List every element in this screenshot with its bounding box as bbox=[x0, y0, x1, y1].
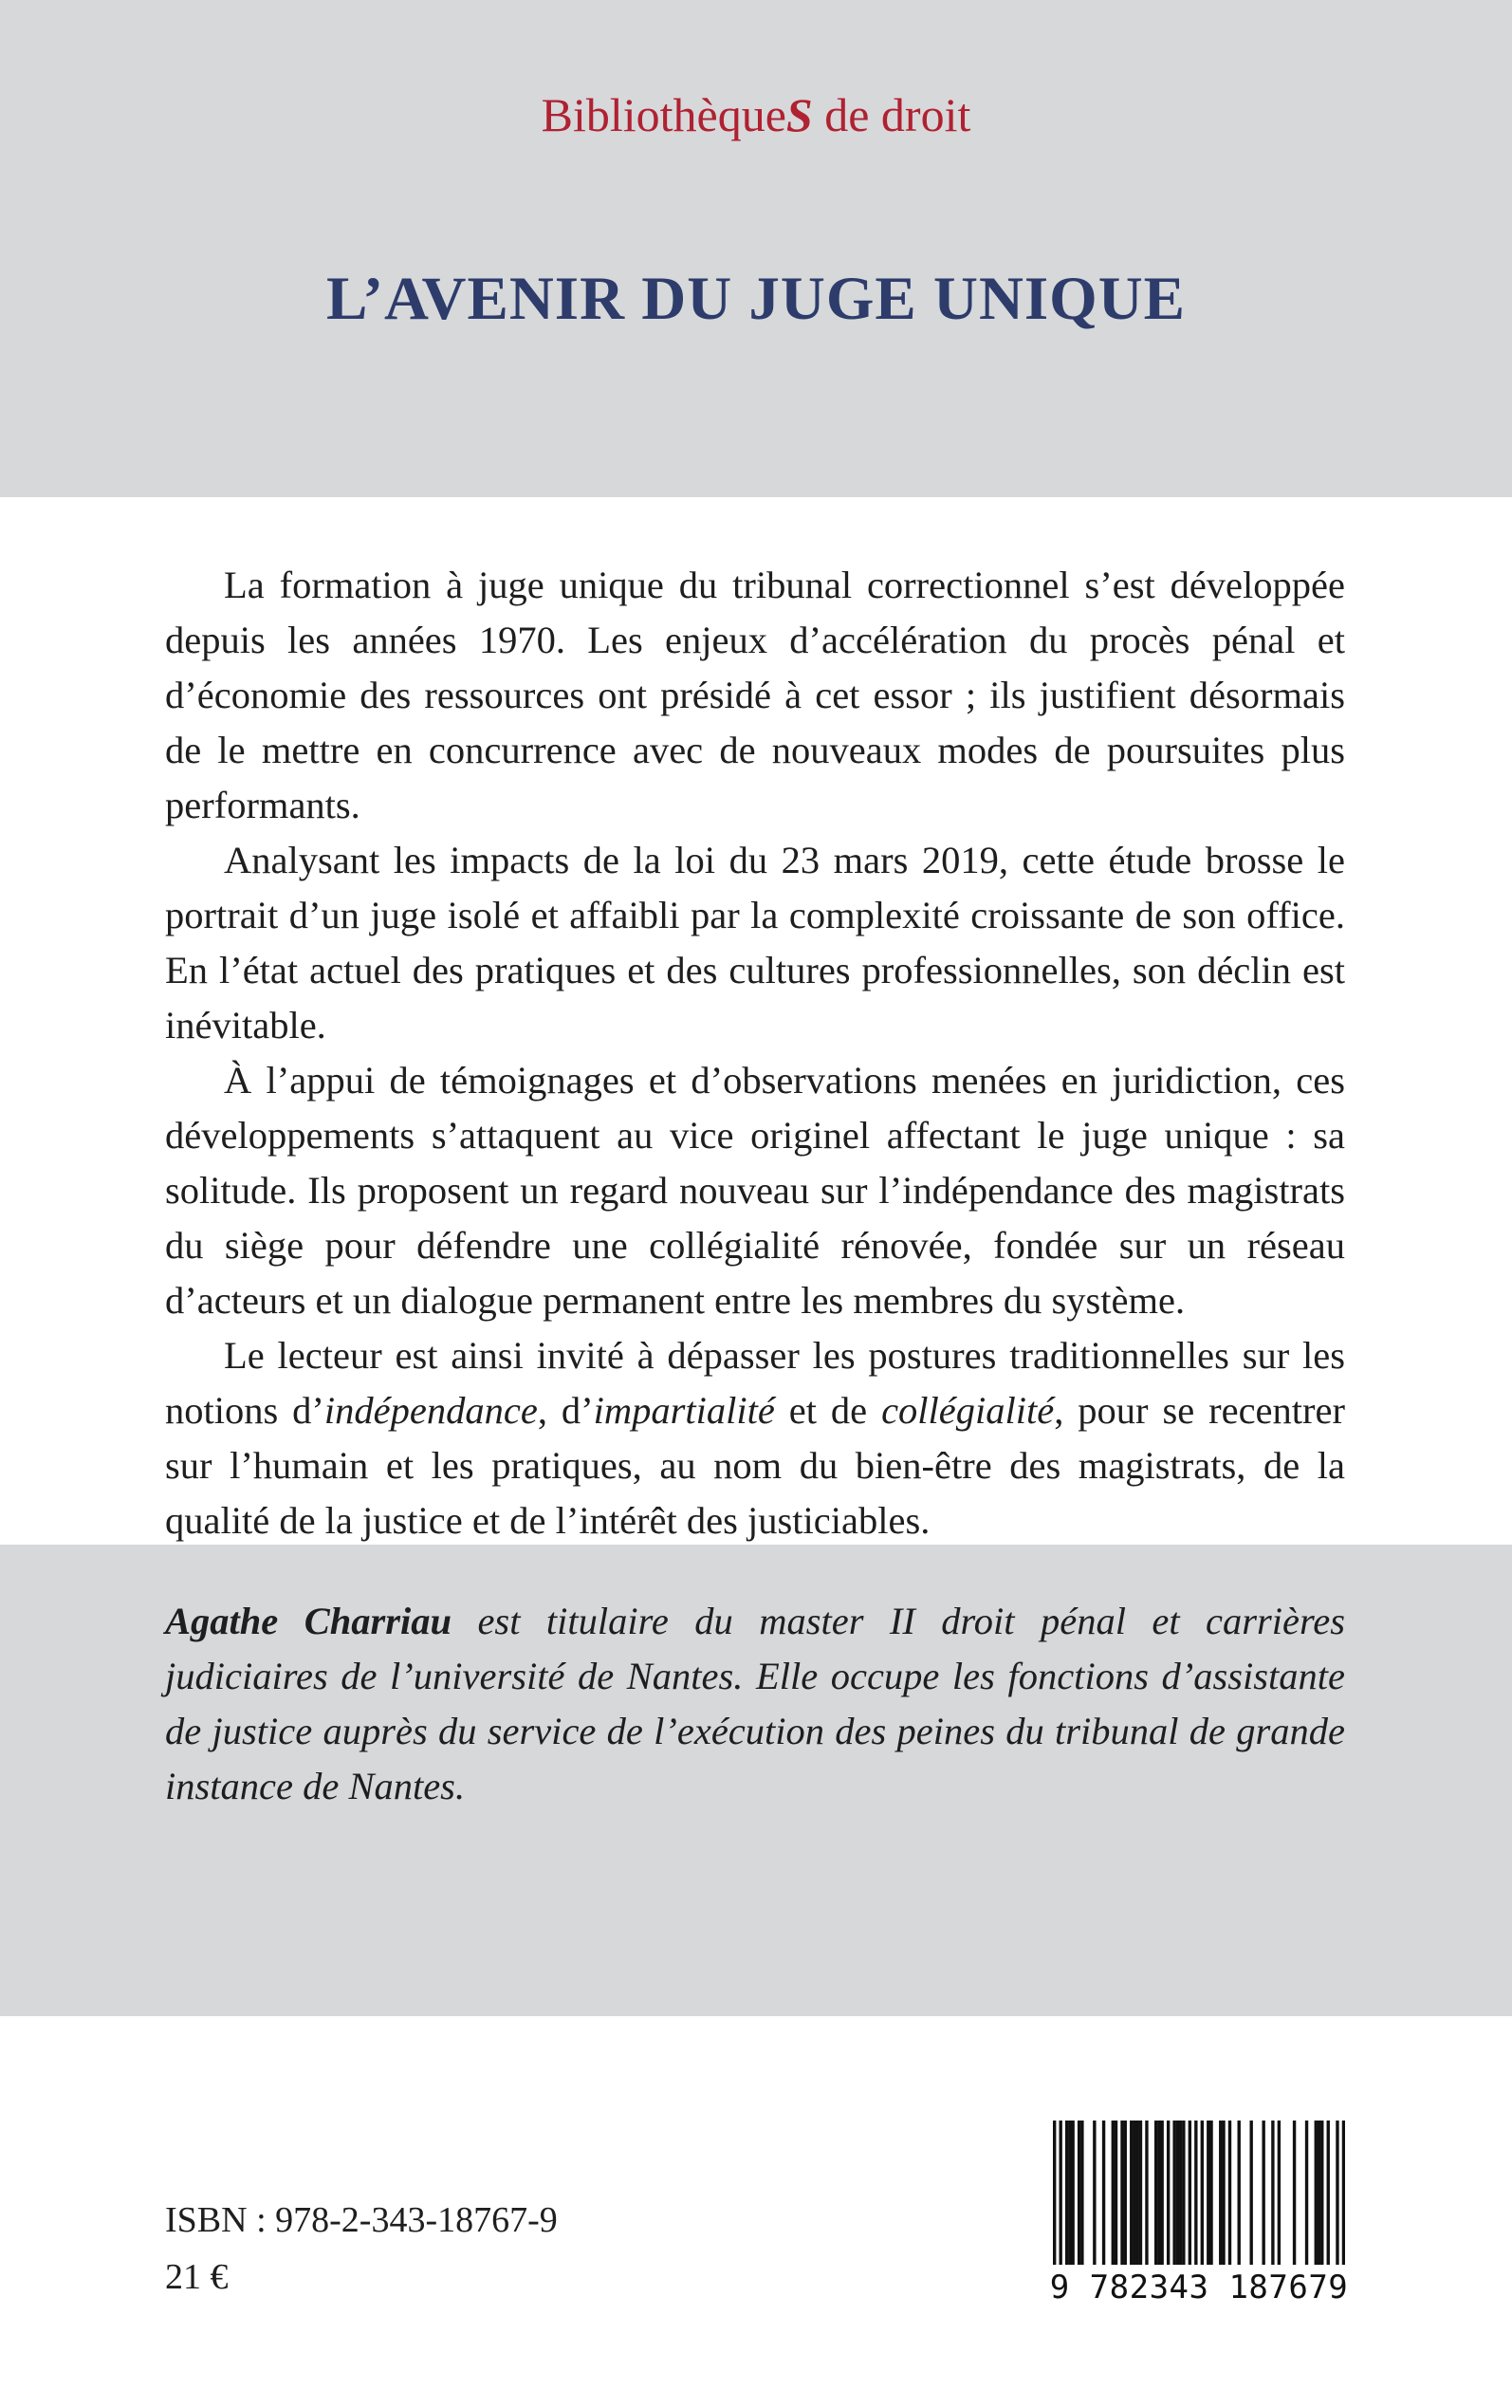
barcode-bar bbox=[1179, 2121, 1182, 2265]
barcode-bar bbox=[1065, 2121, 1068, 2265]
barcode-bar bbox=[1222, 2121, 1225, 2265]
back-cover-summary bbox=[165, 558, 1345, 1548]
barcode-bar bbox=[1278, 2121, 1281, 2265]
header-band bbox=[0, 0, 1512, 497]
barcode-bar bbox=[1194, 2121, 1197, 2265]
summary-paragraph: La formation à juge unique du tribunal correctionnel s’est développée depuis les années 1970. Les enjeux d’accélération du procès pénal et d’économie des ressources ont présidé à cet essor ; ils justifient désormais de le mettre en concurrence avec de nouveaux modes de poursuites plus performants. bbox=[165, 564, 1345, 826]
summary-term: indépendance bbox=[323, 1389, 538, 1432]
barcode-bar bbox=[1154, 2121, 1157, 2265]
barcode-bar bbox=[1293, 2121, 1296, 2265]
barcode-digits: 9 782343 187679 bbox=[1049, 2269, 1349, 2306]
barcode-bar bbox=[1249, 2121, 1252, 2265]
barcode-bar bbox=[1093, 2121, 1096, 2265]
summary-text: , pour se recentrer sur l’humain et les pratiques, au nom du bien-être des magistrats, de la qualité de la justice et de l’intérêt des justiciables. bbox=[165, 1389, 1345, 1542]
price: 21 € bbox=[165, 2257, 229, 2297]
series-highlight: S bbox=[785, 88, 813, 141]
barcode-bar bbox=[1182, 2121, 1185, 2265]
barcode-bar bbox=[1167, 2121, 1170, 2265]
barcode-bar bbox=[1078, 2121, 1080, 2265]
series-prefix: Bibliothèque bbox=[541, 88, 786, 141]
barcode-bar bbox=[1071, 2121, 1074, 2265]
barcode-bar bbox=[1318, 2121, 1320, 2265]
summary-text: , d’ bbox=[537, 1389, 594, 1432]
author-name: Agathe Charriau bbox=[165, 1600, 452, 1642]
barcode-bar bbox=[1102, 2121, 1105, 2265]
barcode-bar bbox=[1130, 2121, 1133, 2265]
barcode-bar bbox=[1053, 2121, 1056, 2265]
summary-text: Le lecteur est ainsi invité à dépasser les postures traditionnelles sur les notions d’ bbox=[165, 1334, 1345, 1432]
barcode-bar bbox=[1209, 2121, 1212, 2265]
author-bio bbox=[165, 1594, 1345, 1814]
barcode-bar bbox=[1238, 2121, 1241, 2265]
barcode-bar bbox=[1136, 2121, 1139, 2265]
barcode-bar bbox=[1172, 2121, 1175, 2265]
barcode-bar bbox=[1139, 2121, 1142, 2265]
book-title: L’AVENIR DU JUGE UNIQUE bbox=[325, 265, 1187, 333]
barcode-bar bbox=[1271, 2121, 1274, 2265]
barcode-bar bbox=[1228, 2121, 1231, 2265]
summary-term: impartialité bbox=[593, 1389, 775, 1432]
summary-paragraph: Analysant les impacts de la loi du 23 mars 2019, cette étude brosse le portrait d’un juge isolé et affaibli par la complexité croissante de son office. En l’état actuel des pratiques et des cultures professionnelles, son déclin est inévitable. bbox=[165, 839, 1345, 1047]
barcode-bars bbox=[1053, 2121, 1345, 2265]
summary-text: et de bbox=[774, 1389, 882, 1432]
barcode-bar bbox=[1176, 2121, 1179, 2265]
barcode-bar bbox=[1124, 2121, 1127, 2265]
barcode-bar bbox=[1112, 2121, 1115, 2265]
barcode-bar bbox=[1160, 2121, 1163, 2265]
barcode-bar bbox=[1120, 2121, 1123, 2265]
series-suffix: de droit bbox=[812, 88, 971, 141]
author-bio-text: est titulaire du master II droit pénal et carrières judiciaires de l’université de Nantes. Elle occupe les fonctions d’assistante de justice auprès du service de l’exécution des peines du tribunal de grande instance de Nantes. bbox=[165, 1600, 1345, 1807]
barcode-bar bbox=[1068, 2121, 1071, 2265]
summary-term: collégialité bbox=[881, 1389, 1055, 1432]
summary-paragraph: À l’appui de témoignages et d’observations menées en juridiction, ces développements s’attaquent au vice originel affectant le juge unique : sa solitude. Ils proposent un regard nouveau sur l’indépendance des magistrats du siège pour défendre une collégialité rénovée, fondée sur un réseau d’acteurs et un dialogue permanent entre les membres du système. bbox=[165, 1059, 1345, 1322]
barcode-bar bbox=[1327, 2121, 1330, 2265]
barcode bbox=[1043, 2121, 1355, 2310]
barcode-bar bbox=[1262, 2121, 1264, 2265]
barcode-bar bbox=[1201, 2121, 1204, 2265]
summary-paragraph bbox=[165, 1328, 1345, 1548]
barcode-bar bbox=[1336, 2121, 1338, 2265]
isbn: ISBN : 978-2-343-18767-9 bbox=[165, 2200, 558, 2240]
barcode-bar bbox=[1315, 2121, 1318, 2265]
barcode-bar bbox=[1305, 2121, 1308, 2265]
barcode-bar bbox=[1157, 2121, 1160, 2265]
barcode-bar bbox=[1320, 2121, 1323, 2265]
barcode-bar bbox=[1080, 2121, 1083, 2265]
barcode-bar bbox=[1219, 2121, 1222, 2265]
barcode-bar bbox=[1145, 2121, 1148, 2265]
barcode-bar bbox=[1115, 2121, 1117, 2265]
barcode-bar bbox=[1342, 2121, 1345, 2265]
barcode-bar bbox=[1059, 2121, 1061, 2265]
barcode-bar bbox=[1133, 2121, 1135, 2265]
barcode-bar bbox=[1207, 2121, 1209, 2265]
series-name bbox=[0, 87, 1512, 142]
barcode-bar bbox=[1189, 2121, 1191, 2265]
